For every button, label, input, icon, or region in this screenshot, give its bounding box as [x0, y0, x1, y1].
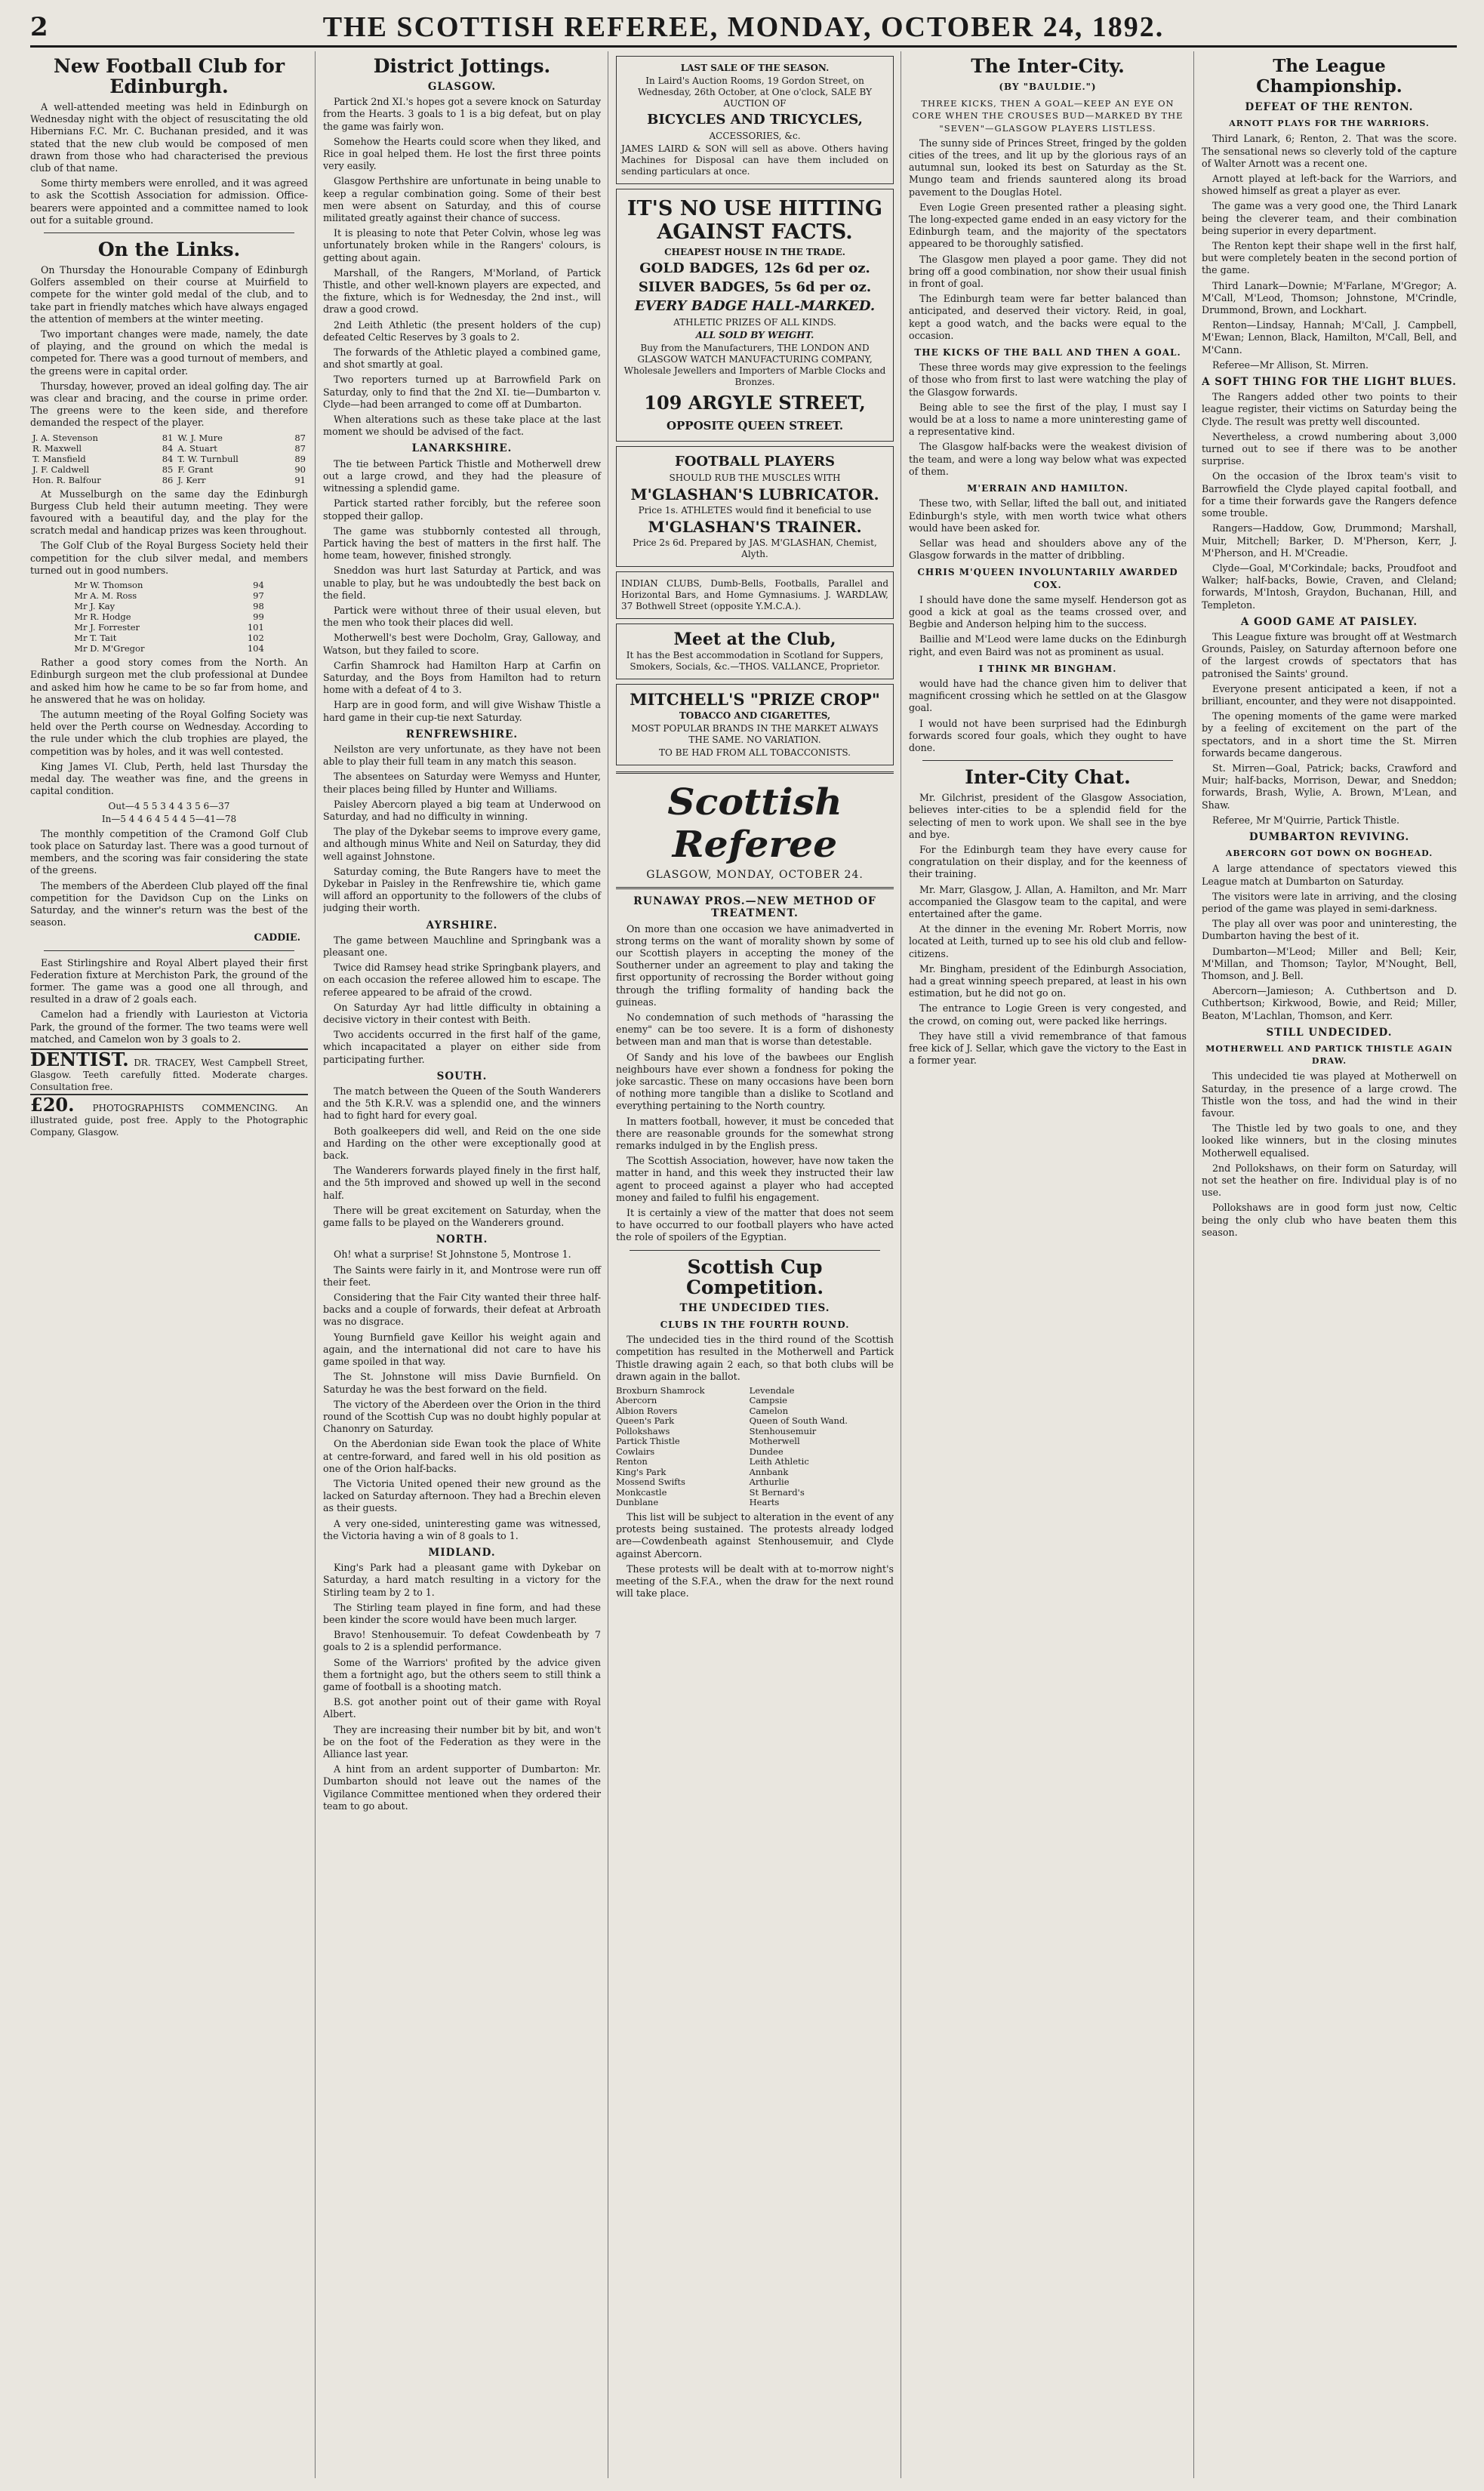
list-item: Renton [616, 1456, 648, 1467]
heading-on-the-links: On the Links. [97, 239, 241, 261]
paragraph: Nevertheless, a crowd numbering about 3,000 turned out to see if there was to be another surprise. [1202, 430, 1457, 467]
column-1 [30, 51, 316, 2478]
paragraph: Two accidents occurred in the first half of the game, which incapacitated a player on either side from participating further. [323, 1029, 601, 1065]
paragraph: Sellar was head and shoulders above any of the Glasgow forwards in the matter of dribbling. [909, 537, 1187, 562]
paragraph: Dumbarton—M'Leod; Miller and Bell; Keir, M'Millan, and Thomson; Taylor, M'Nought, Bell, Thomson, and J. Bell. [1202, 945, 1457, 981]
paragraph: The monthly competition of the Cramond Golf Club took place on Saturday last. There was a good turnout of members, and the scoring was fair considering the state of the greens. [30, 827, 308, 876]
paragraph: The match between the Queen of the South Wanderers and the 5th K.R.V. was a splendid one, and the winners had to fight hard for every goal. [323, 1085, 601, 1122]
score-out-line: Out—4 5 5 3 4 4 3 5 6—37 [108, 801, 230, 812]
paragraph: The undecided ties in the third round of the Scottish competition has resulted in the Motherwell and Partick Thistle drawing again 2 each, so that both clubs will be drawn again in the ballot. [616, 1334, 894, 1382]
paragraph: These protests will be dealt with at to-morrow night's meeting of the S.F.A., when the draw for the next round will take place. [616, 1563, 894, 1600]
paragraph: The forwards of the Athletic played a combined game, and shot smartly at goal. [323, 346, 601, 371]
paragraph: The Golf Club of the Royal Burgess Society held their competition for the club silver medal, and members turned out in good numbers. [30, 540, 308, 576]
paragraph: The play all over was poor and uninteresting, the Dumbarton having the best of it. [1202, 918, 1457, 942]
advert-line: TOBACCO AND CIGARETTES, [679, 710, 831, 721]
paragraph: It is pleasing to note that Peter Colvin, whose leg was unfortunately broken while in the Rangers' colours, is getting about again. [323, 227, 601, 263]
paragraph: Both goalkeepers did well, and Reid on the one side and Harding on the other were exceptionally good at back. [323, 1125, 601, 1162]
club-list [616, 1386, 894, 1508]
list-item: Camelon [749, 1405, 788, 1416]
advert-body: INDIAN CLUBS, Dumb-Bells, Footballs, Parallel and Horizontal Bars, and Home Gymnasiums. J. WARDLAW, 37 Bothwell Street (opposite Y.M.C.A.). [621, 578, 888, 611]
list-item: Annbank [749, 1466, 789, 1477]
advert-title: BICYCLES AND TRICYCLES, [647, 112, 863, 128]
badges-advert [616, 189, 894, 442]
advert-title: Meet at the Club, [673, 630, 836, 649]
table-row: Mr J. Forrester 101 [74, 622, 264, 633]
divider [616, 771, 894, 774]
paragraph: In matters football, however, it must be conceded that there are reasonable grounds for the somewhat strong remarks indulged in by the English press. [616, 1115, 894, 1152]
list-item: King's Park [616, 1466, 667, 1477]
heading-new-football-club: New Football Club for Edinburgh. [54, 55, 285, 97]
advert-title: M'GLASHAN'S LUBRICATOR. [630, 485, 879, 503]
paragraph: Referee—Mr Allison, St. Mirren. [1212, 359, 1369, 371]
page-number: 2 [30, 12, 48, 42]
paragraph: These two, with Sellar, lifted the ball out, and initiated Edinburgh's style, with men worth twice what others would have been asked for. [909, 497, 1187, 534]
paragraph: On Saturday Ayr had little difficulty in obtaining a decisive victory in their contest with Beith. [323, 1001, 601, 1026]
lubricator-advert [616, 446, 894, 567]
heading-inter-city-chat: Inter-City Chat. [965, 766, 1131, 789]
list-item: Mossend Swifts [616, 1476, 685, 1488]
paragraph: Partick 2nd XI.'s hopes got a severe knock on Saturday from the Hearts. 3 goals to 1 is a big defeat, but on play the game was fairly won. [323, 96, 601, 132]
advert-line: TO BE HAD FROM ALL TOBACCONISTS. [659, 747, 851, 758]
column-4 [909, 51, 1194, 2478]
list-item: Dunblane [616, 1497, 659, 1508]
list-item: Campsie [749, 1395, 787, 1406]
heading-league-championship: The League Championship. [1256, 56, 1402, 97]
paragraph: The Glasgow half-backs were the weakest division of the team, and were a long way below what was expected of them. [909, 441, 1187, 477]
paragraph: Saturday coming, the Bute Rangers have to meet the Dykebar in Paisley in the Renfrewshire tie, which game will afford an opportunity to the followers of the clubs of judging their worth. [323, 865, 601, 914]
advert-body: DR. TRACEY, West Campbell Street, Glasgow. Teeth carefully fitted. Moderate charges. Consultation free. [30, 1057, 308, 1093]
masthead [30, 8, 1457, 48]
list-item: Queen's Park [616, 1415, 675, 1427]
section-north: NORTH. [436, 1233, 488, 1246]
advert-line: ATHLETIC PRIZES OF ALL KINDS. [673, 317, 836, 328]
paragraph: B.S. got another point out of their game with Royal Albert. [323, 1696, 601, 1720]
paragraph: Referee, Mr M'Quirrie, Partick Thistle. [1212, 814, 1400, 826]
section-heading: M'ERRAIN AND HAMILTON. [967, 483, 1128, 494]
advert-line: SILVER BADGES, 5s 6d per oz. [638, 279, 872, 295]
list-item: St Bernard's [749, 1486, 805, 1498]
paragraph: A hint from an ardent supporter of Dumbarton: Mr. Dumbarton should not leave out the names of the Vigilance Committee mentioned when they ordered their team to go about. [323, 1763, 601, 1812]
paragraph: Some thirty members were enrolled, and it was agreed to ask the Scottish Association for admission. Office-bearers were appointed and a committee named to look out for a suitable ground. [30, 177, 308, 226]
paragraph: The Scottish Association, however, have now taken the matter in hand, and this week they instructed their law agent to proceed against a player who had accepted money and failed to fulfil his engagement. [616, 1155, 894, 1203]
paragraph: Clyde—Goal, M'Corkindale; backs, Proudfoot and Walker; half-backs, Bowie, Craven, and Cleland; forwards, M'Intosh, Graydon, Buchanan, Hill, and Templeton. [1202, 562, 1457, 611]
list-item: Cowlairs [616, 1446, 655, 1457]
paragraph: Paisley Abercorn played a big team at Underwood on Saturday, and had no difficulty in winning. [323, 798, 601, 822]
paragraph: The absentees on Saturday were Wemyss and Hunter, their places being filled by Hunter and Williams. [323, 771, 601, 795]
table-row: Mr D. M'Gregor 104 [74, 643, 264, 654]
paragraph: Partick were without three of their usual eleven, but the men who took their places did well. [323, 604, 601, 629]
section-heading: DUMBARTON REVIVING. [1248, 830, 1410, 843]
paragraph: Some of the Warriors' profited by the advice given them a fortnight ago, but the others seem to still think a game of football is a shooting match. [323, 1656, 601, 1692]
paragraph: Oh! what a surprise! St Johnstone 5, Montrose 1. [334, 1249, 571, 1261]
section-subheading: MOTHERWELL AND PARTICK THISTLE AGAIN DRAW. [1205, 1044, 1453, 1067]
list-item: Albion Rovers [616, 1405, 678, 1416]
advert-line: In Laird's Auction Rooms, 19 Gordon Street, on Wednesday, 26th October, at One o'clock, SALE BY AUCTION OF [637, 75, 872, 109]
paragraph: These three words may give expression to the feelings of those who from first to last were watching the play of the Glasgow forwards. [909, 362, 1187, 398]
section-lanarkshire: LANARKSHIRE. [411, 442, 513, 455]
paragraph: No condemnation of such methods of "harassing the enemy" can be too severe. It is a form of dishonesty between man and man that is worse than detestable. [616, 1011, 894, 1048]
paragraph: Bravo! Stenhousemuir. To defeat Cowdenbeath by 7 goals to 2 is a splendid performance. [323, 1629, 601, 1653]
list-item: Pollokshaws [616, 1425, 670, 1436]
column-2 [323, 51, 608, 2478]
advert-body: JAMES LAIRD & SON will sell as above. Others having Machines for Disposal can have them included on sending particulars at once. [621, 143, 888, 177]
paragraph: King James VI. Club, Perth, held last Thursday the medal day. The weather was fine, and the greens in capital condition. [30, 760, 308, 797]
tobacco-advert [616, 684, 894, 765]
paragraph: Glasgow Perthshire are unfortunate in being unable to keep a regular combination going. Some of their best men were absent on Saturday, and this of course militated greatly against their chance of success. [323, 175, 601, 224]
advert-line: SHOULD RUB THE MUSCLES WITH [669, 473, 841, 483]
advert-line: GOLD BADGES, 12s 6d per oz. [639, 260, 870, 276]
advert-address: 109 ARGYLE STREET, [644, 392, 866, 414]
paragraph: It is certainly a view of the matter that does not seem to have occurred to our football players who have acted the role of spoilers of the Egyptian. [616, 1207, 894, 1243]
author-signoff: CADDIE. [254, 931, 300, 944]
dateline: GLASGOW, MONDAY, OCTOBER 24. [646, 869, 864, 881]
newspaper-banner: THE SCOTTISH REFEREE, MONDAY, OCTOBER 24, 1892. [322, 11, 1165, 43]
paragraph: Partick started rather forcibly, but the referee soon stopped their gallop. [323, 497, 601, 522]
section-heading: THE KICKS OF THE BALL AND THEN A GOAL. [914, 347, 1181, 359]
table-row: Mr A. M. Ross 97 [74, 590, 264, 602]
indian-clubs-advert [616, 571, 894, 619]
paragraph: At Musselburgh on the same day the Edinburgh Burgess Club held their autumn meeting. They were favoured with a beautiful day, and the play for the scratch medal and handicap prizes was keen throughout. [30, 488, 308, 537]
paragraph: The Saints were fairly in it, and Montrose were run off their feet. [323, 1264, 601, 1288]
paragraph: The game was a very good one, the Third Lanark being the cleverer team, and their combination being superior in every department. [1202, 200, 1457, 236]
paragraph: The play of the Dykebar seems to improve every game, and although minus White and Neil on Saturday, they did well against Johnstone. [323, 826, 601, 862]
paragraph: Harp are in good form, and will give Wishaw Thistle a hard game in their cup-tie next Saturday. [323, 699, 601, 723]
paragraph: The members of the Aberdeen Club played off the final competition for the Davidson Cup on the Links on Saturday, and the winner's return was the best of the season. [30, 879, 308, 928]
advert-line: CHEAPEST HOUSE IN THE TRADE. [664, 247, 845, 257]
paragraph: Being able to see the first of the play, I must say I would be at a loss to name a more uninteresting game of a representative kind. [909, 401, 1187, 438]
paragraph: Mr. Marr, Glasgow, J. Allan, A. Hamilton, and Mr. Marr accompanied the Glasgow team to the capital, and were entertained after the game. [909, 883, 1187, 919]
paragraph: Pollokshaws are in good form just now, Celtic being the only club who have beaten them this season. [1202, 1202, 1457, 1238]
paragraph: Motherwell's best were Docholm, Gray, Galloway, and Watson, but they failed to score. [323, 632, 601, 656]
paragraph: Twice did Ramsey head strike Springbank players, and on each occasion the referee allowed him to escape. The referee appeared to be afraid of the crowd. [323, 962, 601, 998]
paragraph: They are increasing their number bit by bit, and won't be on the foot of the Federation as they were in the Alliance last year. [323, 1723, 601, 1760]
paragraph: On the Aberdonian side Ewan took the place of White at centre-forward, and fared well in his old position as one of the Orion half-backs. [323, 1438, 601, 1474]
list-item: Motherwell [749, 1436, 800, 1447]
paragraph: On more than one occasion we have animadverted in strong terms on the want of morality shown by some of our Scottish players in accepting the money of the Southerner under an agreement to play and taking the first opportunity of recrossing the Border without going through the trifling formality of handing back the guineas. [616, 922, 894, 1008]
list-item: Queen of South Wand. [749, 1415, 848, 1427]
table-row: J. A. Stevenson 81 W. J. Mure 87 [32, 432, 306, 443]
advert-title: MITCHELL'S "PRIZE CROP" [630, 690, 880, 709]
list-item: Stenhousemuir [749, 1425, 817, 1436]
paragraph: The opening moments of the game were marked by a feeling of excitement on the part of the spectators, and in a short time the St. Mirren forwards became dangerous. [1202, 710, 1457, 759]
paragraph: Two reporters turned up at Barrowfield Park on Saturday, only to find that the 2nd XI. tie—Dumbarton v. Clyde—had been arranged to come off at Dumbarton. [323, 374, 601, 410]
paragraph: On Thursday the Honourable Company of Edinburgh Golfers assembled on their course at Muirfield to compete for the winter gold medal of the club, and to take part in friendly matches which have always engaged the attention of members at the winter meeting. [30, 264, 308, 325]
heading-inter-city: The Inter-City. [971, 55, 1125, 77]
paragraph: Neilston are very unfortunate, as they have not been able to play their full team in any match this season. [323, 743, 601, 768]
golf-scores-table [30, 433, 308, 485]
paragraph: Of Sandy and his love of the bawbees our English neighbours have ever shown a fondness for poking the joke sarcastic. These on many occasions have been born of nothing more tangible than a dislike to Scotland and everything pertaining to the North country. [616, 1051, 894, 1112]
list-item: Hearts [749, 1497, 780, 1508]
paragraph: The Wanderers forwards played finely in the first half, and the 5th improved and showed up well in the second half. [323, 1165, 601, 1201]
paragraph: East Stirlingshire and Royal Albert played their first Federation fixture at Merchiston Park, the ground of the former. The game was a good one all through, and resulted in a draw of 2 goals each. [30, 956, 308, 1005]
paragraph: For the Edinburgh team they have every cause for congratulation on their display, and for the keenness of their training. [909, 843, 1187, 880]
paragraph: The game between Mauchline and Springbank was a pleasant one. [323, 934, 601, 958]
paragraph: Rangers—Haddow, Gow, Drummond; Marshall, Muir, Mitchell; Barker, D. M'Pherson, Kerr, J. M'Pherson, and H. M'Creadie. [1202, 522, 1457, 559]
club-advert [616, 624, 894, 679]
advert-title: IT'S NO USE HITTING AGAINST FACTS. [627, 197, 883, 244]
paragraph: The Rangers added other two points to their league register, their victims on Saturday being the Clyde. The result was pretty well discounted. [1202, 391, 1457, 427]
paragraph: Camelon had a friendly with Laurieston at Victoria Park, the ground of the former. The two teams were well matched, and Camelon won by 3 goals to 2. [30, 1008, 308, 1045]
newspaper-title: Scottish Referee [667, 781, 842, 866]
advert-line: Price 1s. ATHLETES would find it beneficial to use [638, 505, 872, 516]
paragraph: Two important changes were made, namely, the date of playing, and the ground on which the medal is competed for. There was a good turnout of members, and the greens were in capital order. [30, 328, 308, 377]
paragraph: This list will be subject to alteration in the event of any protests being sustained. The protests already lodged are—Cowdenbeath against Stenhousemuir, and Clyde against Abercorn. [616, 1510, 894, 1560]
heading-scottish-cup: Scottish Cup Competition. [685, 1255, 824, 1298]
paragraph: The game was stubbornly contested all through, Partick having the best of matters in the first half. The home team, however, finished strongly. [323, 525, 601, 562]
table-row: Mr J. Kay 98 [74, 601, 264, 612]
paragraph: A large attendance of spectators viewed this League match at Dumbarton on Saturday. [1202, 863, 1457, 887]
paragraph: There will be great excitement on Saturday, when the game falls to be played on the Wanderers ground. [323, 1204, 601, 1229]
paragraph: The tie between Partick Thistle and Motherwell drew out a large crowd, and they had the pleasure of witnessing a splendid game. [323, 457, 601, 494]
section-ayrshire: AYRSHIRE. [426, 919, 498, 931]
advert-body: It has the Best accommodation in Scotland for Suppers, Smokers, Socials, &c.—THOS. VALLANCE, Proprietor. [626, 650, 884, 672]
list-item: Arthurlie [749, 1476, 790, 1488]
section-undecided-ties: THE UNDECIDED TIES. [679, 1301, 830, 1314]
section-fourth-round: CLUBS IN THE FOURTH ROUND. [660, 1319, 850, 1330]
paragraph: Renton—Lindsay, Hannah; M'Call, J. Campbell, M'Ewan; Lennon, Black, Hamilton, M'Call, Bell, and M'Cann. [1202, 319, 1457, 356]
section-glasgow: GLASGOW. [427, 81, 497, 93]
paragraph: The entrance to Logie Green is very congested, and the crowd, on coming out, were packed like herrings. [909, 1002, 1187, 1027]
paragraph: Abercorn—Jamieson; A. Cuthbertson and D. Cuthbertson; Kirkwood, Bowie, and Reid; Miller, Beaton, M'Lachlan, Thomson, and Kerr. [1202, 985, 1457, 1021]
paragraph: Third Lanark—Downie; M'Farlane, M'Gregor; A. M'Call, M'Leod, Thomson; Johnstone, M'Crindle, Drummond, Brown, and Lockhart. [1202, 279, 1457, 316]
paragraph: Arnott played at left-back for the Warriors, and showed himself as great a player as ever. [1202, 173, 1457, 197]
list-item: Monkcastle [616, 1486, 667, 1498]
advert-line: FOOTBALL PLAYERS [674, 454, 836, 470]
list-item: Abercorn [616, 1395, 657, 1406]
paragraph: 2nd Leith Athletic (the present holders of the cup) defeated Celtic Reserves by 3 goals to 2. [323, 319, 601, 343]
paragraph: Mr. Bingham, president of the Edinburgh Association, had a great winning speech prepared, at least in his own estimation, but he did not go on. [909, 962, 1187, 999]
paragraph: A very one-sided, uninteresting game was witnessed, the Victoria having a win of 8 goals to 1. [323, 1517, 601, 1541]
paragraph: The Glasgow men played a poor game. They did not bring off a good combination, nor show their usual finish in front of goal. [909, 253, 1187, 290]
paragraph: This undecided tie was played at Motherwell on Saturday, in the presence of a large crowd. The Thistle won the toss, and had the wind in their favour. [1202, 1070, 1457, 1119]
bicycle-auction-advert [616, 56, 894, 184]
paragraph: Thursday, however, proved an ideal golfing day. The air was clear and bracing, and the course in prime order. The greens were to the keen side, and therefore demanded the respect of the player. [30, 380, 308, 429]
dentist-advert [30, 1048, 308, 1094]
column-3 [616, 51, 901, 2478]
paragraph: This League fixture was brought off at Westmarch Grounds, Paisley, on Saturday afternoon before one of the largest crowds of spectators that has patronised the Saints' ground. [1202, 630, 1457, 679]
section-heading: STILL UNDECIDED. [1266, 1026, 1393, 1039]
section-heading: DEFEAT OF THE RENTON. [1245, 101, 1414, 113]
advert-line: Buy from the Manufacturers, THE LONDON AND GLASGOW WATCH MANUFACTURING COMPANY, Wholesale Jewellers and Importers of Marble Clocks and Bronzes. [623, 343, 886, 387]
paragraph: The Edinburgh team were far better balanced than anticipated, and deserved their victory. Reid, in goal, kept a good watch, and the backs were equal to the occasion. [909, 293, 1187, 341]
column-5 [1202, 51, 1457, 2478]
paragraph: The sunny side of Princes Street, fringed by the golden cities of the trees, and lit up by the glorious rays of an autumnal sun, looked its best on Saturday as the St. Mungo team and friends sauntered along its broad pavement to the Douglas Hotel. [909, 137, 1187, 198]
paragraph: The Victoria United opened their new ground as the lacked on Saturday afternoon. They had a Brechin eleven as their guests. [323, 1477, 601, 1514]
advert-line: Price 2s 6d. Prepared by JAS. M'GLASHAN, Chemist, Alyth. [633, 537, 877, 559]
lead-summary: THREE KICKS, THEN A GOAL—KEEP AN EYE ON CORE WHEN THE CROUSES BUD—MARKED BY THE "SEVEN"—GLASGOW PLAYERS LISTLESS. [912, 98, 1184, 134]
paragraph: Carfin Shamrock had Hamilton Harp at Carfin on Saturday, and the Boys from Hamilton had to return home with a defeat of 4 to 3. [323, 659, 601, 696]
paragraph: 2nd Pollokshaws, on their form on Saturday, will not set the heather on fire. Individual play is of no use. [1202, 1162, 1457, 1199]
section-heading: A SOFT THING FOR THE LIGHT BLUES. [1202, 376, 1457, 389]
advert-body: PHOTOGRAPHISTS COMMENCING. An illustrated guide, post free. Apply to the Photographic Company, Glasgow. [30, 1102, 308, 1138]
score-in-line: In—5 4 4 6 4 5 4 4 5—41—78 [101, 813, 237, 824]
section-heading: I THINK MR BINGHAM. [978, 663, 1117, 674]
section-subheading: ARNOTT PLAYS FOR THE WARRIORS. [1229, 119, 1430, 129]
paragraph: Young Burnfield gave Keillor his weight again and again, and the international did not care to have his game spoiled in that way. [323, 1331, 601, 1368]
section-renfrewshire: RENFREWSHIRE. [405, 728, 519, 741]
paragraph: The victory of the Aberdeen over the Orion in the third round of the Scottish Cup was no doubt highly popular at Chanonry on Saturday. [323, 1398, 601, 1435]
paragraph: King's Park had a pleasant game with Dykebar on Saturday, a hard match resulting in a victory for the Stirling team by 2 to 1. [323, 1562, 601, 1598]
paragraph: Mr. Gilchrist, president of the Glasgow Association, believes inter-cities to be a splendid field for the selecting of men to work upon. We shall see in the bye and bye. [909, 792, 1187, 840]
divider [44, 232, 294, 233]
paragraph: Sneddon was hurt last Saturday at Partick, and was unable to play, but he was undoubtedly the best back on the field. [323, 565, 601, 601]
section-south: SOUTH. [436, 1070, 488, 1082]
heading-district-jottings: District Jottings. [373, 55, 551, 77]
paragraph: The visitors were late in arriving, and the closing period of the game was played in semi-darkness. [1202, 890, 1457, 914]
photography-advert [30, 1094, 308, 1139]
paragraph: The St. Johnstone will miss Davie Burnfield. On Saturday he was the best forward on the field. [323, 1371, 601, 1395]
paragraph: The Stirling team played in fine form, and had these been kinder the score would have been much larger. [323, 1601, 601, 1625]
table-row: T. Mansfield 84 T. W. Turnbull 89 [32, 453, 306, 464]
paragraph: Baillie and M'Leod were lame ducks on the Edinburgh right, and even Baird was not as prominent as usual. [909, 633, 1187, 657]
paragraph: Third Lanark, 6; Renton, 2. That was the score. The sensational news so cleverly told of the capture of Walter Arnott was a recent one. [1202, 133, 1457, 169]
list-item: Dundee [749, 1446, 784, 1457]
advert-heading: £20. [30, 1093, 75, 1116]
medal-scores-table [72, 580, 266, 654]
divider [44, 950, 294, 951]
paragraph: St. Mirren—Goal, Patrick; backs, Crawford and Muir; half-backs, Morrison, Dewar, and Sneddon; forwards, Brash, Wylie, A. Brown, M'Lean, and Shaw. [1202, 762, 1457, 811]
editorial-heading: RUNAWAY PROS.—NEW METHOD OF TREATMENT. [633, 895, 876, 920]
advert-heading: DENTIST. [30, 1048, 129, 1070]
advert-line: ACCESSORIES, &c. [709, 131, 801, 141]
paragraph: would have had the chance given him to deliver that magnificent crossing which he settled on at the Glasgow goal. [909, 677, 1187, 714]
paragraph: I should have done the same myself. Henderson got as good a kick at goal as the teams crossed over, and Begbie and Anderson helping him to the success. [909, 593, 1187, 630]
table-row: Mr W. Thomson 94 [74, 580, 264, 591]
list-item: Partick Thistle [616, 1436, 680, 1447]
paragraph: A well-attended meeting was held in Edinburgh on Wednesday night with the object of resuscitating the old Hibernians F.C. Mr. C. Buchanan presided, and it was stated that the new club would be composed of men drawn from those who had characterised the previous club of that name. [30, 101, 308, 174]
paragraph: When alterations such as these take place at the last moment we should be advised of the fact. [323, 414, 601, 438]
paragraph: The Renton kept their shape well in the first half, but were completely beaten in the second portion of the game. [1202, 240, 1457, 276]
paragraph: At the dinner in the evening Mr. Robert Morris, now located at Leith, turned up to see his old club and fellow-citizens. [909, 923, 1187, 959]
paragraph: They have still a vivid remembrance of that famous free kick of J. Sellar, which gave the victory to the East in a former year. [909, 1030, 1187, 1067]
section-midland: MIDLAND. [428, 1546, 496, 1559]
divider [922, 760, 1173, 761]
section-heading: A GOOD GAME AT PAISLEY. [1240, 615, 1418, 628]
advert-line: EVERY BADGE HALL-MARKED. [634, 298, 876, 314]
advert-line: ALL SOLD BY WEIGHT. [695, 330, 814, 340]
table-row: R. Maxwell 84 A. Stuart 87 [32, 442, 306, 454]
advert-line: MOST POPULAR BRANDS IN THE MARKET ALWAYS THE SAME. NO VARIATION. [631, 723, 879, 745]
section-subheading: ABERCORN GOT DOWN ON BOGHEAD. [1225, 848, 1433, 859]
table-row: J. F. Caldwell 85 F. Grant 90 [32, 463, 306, 475]
paragraph: Even Logie Green presented rather a pleasing sight. The long-expected game ended in an easy victory for the Edinburgh team, and the majority of the spectators appeared to be thoroughly satisfied. [909, 201, 1187, 250]
paragraph: The Thistle led by two goals to one, and they looked like winners, but in the closing minutes Motherwell equalised. [1202, 1122, 1457, 1159]
paragraph: I would not have been surprised had the Edinburgh forwards scored four goals, which they ought to have done. [909, 717, 1187, 753]
advert-line: LAST SALE OF THE SEASON. [680, 63, 830, 73]
list-item: Leith Athletic [749, 1456, 809, 1467]
paragraph: Everyone present anticipated a keen, if not a brilliant, encounter, and they were not disappointed. [1202, 682, 1457, 707]
paragraph: Somehow the Hearts could score when they liked, and Rice in goal helped them. He lost the first three points very easily. [323, 135, 601, 172]
list-item: Broxburn Shamrock [616, 1384, 705, 1396]
table-row: Mr T. Tait 102 [74, 633, 264, 644]
paragraph: Considering that the Fair City wanted their three half-backs and a couple of forwards, their defeat at Arbroath was no disgrace. [323, 1292, 601, 1328]
paragraph: Rather a good story comes from the North. An Edinburgh surgeon met the club professional at Dundee and asked him how he came to be so far from home, and he answered that he was on holiday. [30, 657, 308, 705]
list-item: Levendale [749, 1384, 795, 1396]
section-heading: CHRIS M'QUEEN INVOLUNTARILY AWARDED COX. [917, 567, 1178, 590]
paragraph: Marshall, of the Rangers, M'Morland, of Partick Thistle, and other well-known players are expected, and the fixture, which is for Wednesday, the 2nd inst., will draw a good crowd. [323, 266, 601, 316]
paragraph: On the occasion of the Ibrox team's visit to Barrowfield the Clyde played capital football, and for a time their forwards gave the Rangers defence some trouble. [1202, 470, 1457, 519]
table-row: Hon. R. Balfour 86 J. Kerr 91 [32, 474, 306, 485]
divider [616, 887, 894, 889]
table-row: Mr R. Hodge 99 [74, 611, 264, 623]
advert-address: OPPOSITE QUEEN STREET. [666, 419, 844, 433]
advert-title: M'GLASHAN'S TRAINER. [648, 518, 862, 536]
divider [630, 1250, 880, 1251]
byline: (BY "BAULDIE.") [999, 82, 1097, 92]
paragraph: The autumn meeting of the Royal Golfing Society was held over the Perth course on Wednesday. According to the rule under which the club trophies are played, the competition was by holes, and it was well contested. [30, 708, 308, 757]
